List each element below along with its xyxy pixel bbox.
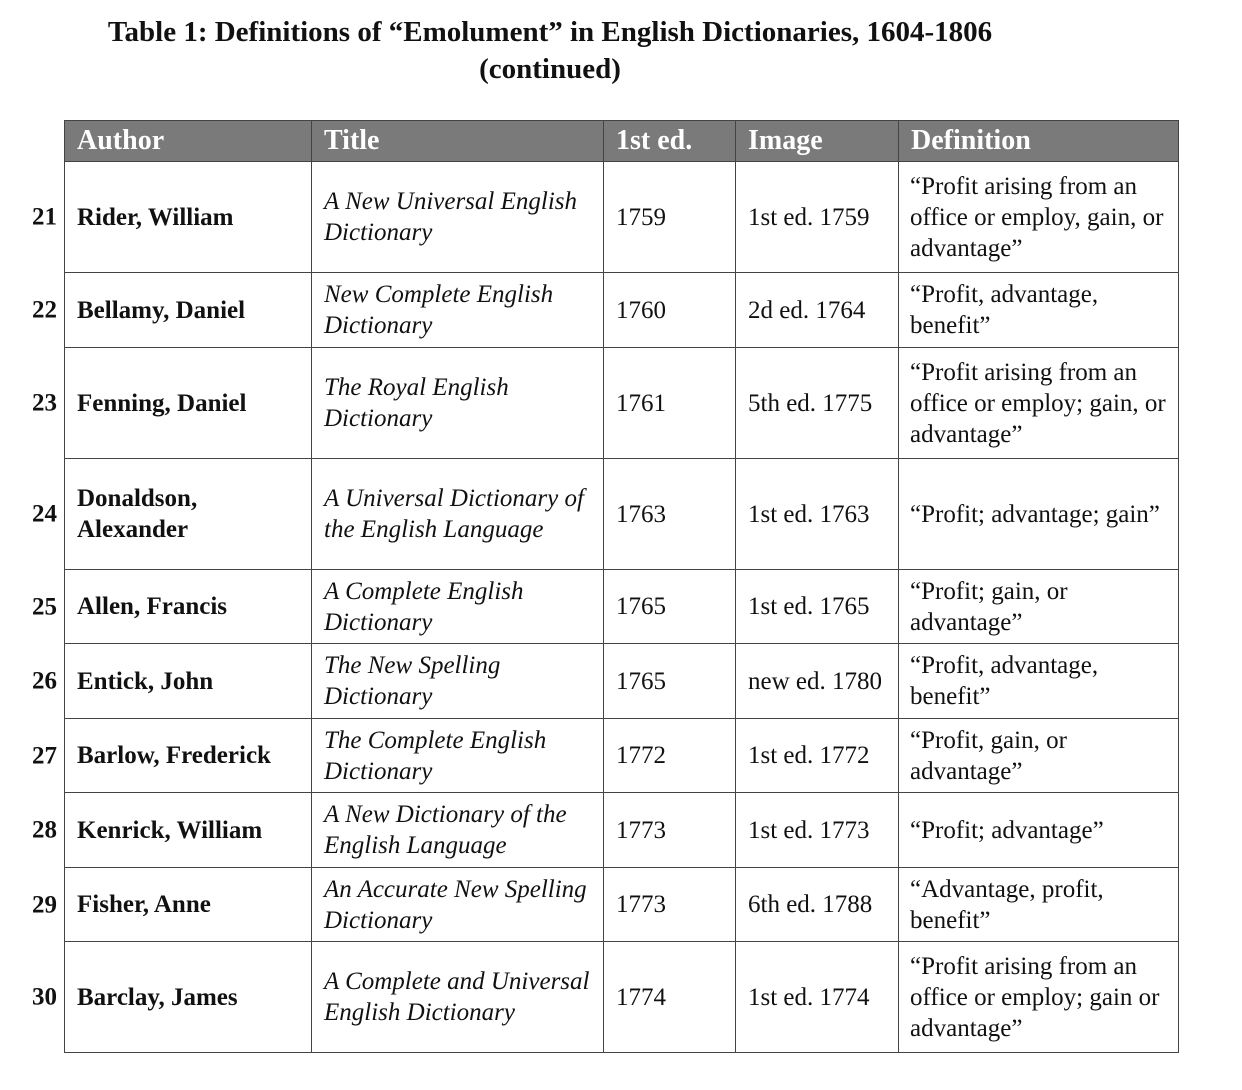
first-ed-cell (604, 868, 736, 942)
title-cell (312, 942, 604, 1053)
table-row (65, 793, 1179, 868)
first-ed-cell (604, 348, 736, 459)
title-cell (312, 162, 604, 273)
first-ed-cell-text: 1761 (616, 389, 666, 417)
col-header-image: Image (736, 121, 899, 162)
author-cell-text: Barlow, Frederick (77, 742, 271, 769)
author-cell (32, 459, 312, 570)
row-number: 29 (32, 891, 57, 918)
image-cell-text: new ed. 1780 (748, 667, 882, 695)
image-cell (736, 162, 899, 273)
author-cell (32, 348, 312, 459)
title-cell (312, 793, 604, 868)
col-header-author: Author (65, 121, 312, 162)
row-number: 24 (32, 500, 57, 528)
caption-line-1: Table 1: Definitions of “Emolument” in English Dictionaries, 1604-1806 (107, 16, 993, 48)
definition-cell-text: “Profit, advantage, benefit” (910, 281, 1099, 339)
image-cell (736, 868, 899, 942)
first-ed-cell-text: 1765 (616, 667, 666, 695)
image-cell (736, 793, 899, 868)
image-cell-text: 1st ed. 1772 (748, 742, 870, 769)
author-cell (32, 719, 312, 793)
title-cell-text: A Complete and Universal English Dictionary (324, 968, 590, 1026)
title-cell-text: A New Dictionary of the English Language (324, 801, 567, 859)
title-cell (312, 348, 604, 459)
first-ed-cell-text: 1772 (616, 742, 666, 769)
first-ed-cell-text: 1774 (616, 983, 666, 1011)
table-row (65, 719, 1179, 793)
definition-cell-text: “Profit arising from an office or employ; gain, or advantage” (910, 358, 1166, 448)
row-number: 25 (32, 593, 57, 620)
definition-cell-text: “Profit; gain, or advantage” (910, 577, 1068, 636)
image-cell (736, 348, 899, 459)
first-ed-cell (604, 459, 736, 570)
image-cell (736, 942, 899, 1053)
definition-cell-text: “Advantage, profit, benefit” (910, 875, 1104, 934)
definition-cell (899, 719, 1179, 793)
author-cell-text: Entick, John (77, 667, 214, 695)
row-number: 21 (32, 203, 57, 231)
definition-cell (899, 273, 1179, 348)
row-number: 26 (32, 667, 57, 695)
title-cell-text: A New Universal English Dictionary (324, 188, 578, 246)
title-cell-text: The New Spelling Dictionary (324, 652, 501, 710)
image-cell-text: 1st ed. 1765 (748, 593, 870, 620)
definition-cell-text: “Profit, advantage, benefit” (910, 652, 1099, 710)
header-row (65, 121, 1179, 162)
table-row (65, 273, 1179, 348)
image-cell (736, 719, 899, 793)
col-header-definition: Definition (899, 121, 1179, 162)
table-row (65, 459, 1179, 570)
title-cell-text: A Complete English Dictionary (324, 577, 524, 636)
first-ed-cell-text: 1773 (616, 891, 666, 918)
title-cell (312, 570, 604, 644)
image-cell-text: 2d ed. 1764 (748, 296, 866, 324)
first-ed-cell (604, 644, 736, 719)
definition-cell-text: “Profit; advantage” (910, 816, 1104, 844)
image-cell (736, 570, 899, 644)
table-row (65, 942, 1179, 1053)
image-cell-text: 1st ed. 1774 (748, 983, 870, 1011)
author-cell-text: Allen, Francis (77, 593, 227, 620)
author-cell (32, 942, 312, 1053)
row-number: 22 (32, 296, 57, 324)
author-cell (32, 644, 312, 719)
table-caption (0, 14, 1100, 88)
image-cell (736, 459, 899, 570)
title-cell-text: The Complete English Dictionary (324, 726, 547, 785)
first-ed-cell-text: 1765 (616, 593, 666, 620)
definition-cell (899, 459, 1179, 570)
first-ed-cell-text: 1759 (616, 203, 666, 231)
definition-cell (899, 570, 1179, 644)
row-number: 23 (32, 389, 57, 417)
author-cell (32, 570, 312, 644)
image-cell-text: 6th ed. 1788 (748, 891, 873, 918)
title-cell-text: An Accurate New Spelling Dictionary (324, 875, 587, 934)
definition-cell (899, 942, 1179, 1053)
table-row (65, 348, 1179, 459)
definition-cell (899, 868, 1179, 942)
dictionary-table (32, 120, 1179, 1053)
author-cell-text: Donaldson, Alexander (77, 485, 198, 543)
col-header-title: Title (312, 121, 604, 162)
row-number: 30 (32, 983, 57, 1011)
author-cell (32, 793, 312, 868)
image-cell-text: 1st ed. 1759 (748, 203, 870, 231)
author-cell-text: Fisher, Anne (77, 891, 211, 918)
first-ed-cell (604, 719, 736, 793)
title-cell (312, 719, 604, 793)
title-cell-text: The Royal English Dictionary (324, 374, 509, 432)
table-row (65, 868, 1179, 942)
definition-cell-text: “Profit, gain, or advantage” (910, 726, 1067, 785)
definition-cell-text: “Profit; advantage; gain” (910, 500, 1160, 528)
image-cell-text: 5th ed. 1775 (748, 389, 873, 417)
title-cell (312, 644, 604, 719)
image-cell-text: 1st ed. 1763 (748, 500, 870, 528)
image-cell (736, 644, 899, 719)
author-cell (32, 162, 312, 273)
title-cell (312, 868, 604, 942)
definition-cell-text: “Profit arising from an office or employ, gain, or advantage” (910, 172, 1164, 262)
author-cell-text: Barclay, James (77, 983, 238, 1011)
row-number: 27 (32, 742, 57, 769)
first-ed-cell (604, 162, 736, 273)
title-cell-text: A Universal Dictionary of the English Language (324, 485, 584, 543)
first-ed-cell (604, 570, 736, 644)
col-header-first-ed: 1st ed. (604, 121, 736, 162)
table-row (65, 162, 1179, 273)
first-ed-cell-text: 1773 (616, 816, 666, 844)
author-cell (32, 868, 312, 942)
author-cell (32, 273, 312, 348)
definition-cell (899, 793, 1179, 868)
image-cell-text: 1st ed. 1773 (748, 816, 870, 844)
first-ed-cell-text: 1763 (616, 500, 666, 528)
image-cell (736, 273, 899, 348)
definition-cell-text: “Profit arising from an office or employ; gain or advantage” (910, 952, 1160, 1042)
author-cell-text: Bellamy, Daniel (77, 296, 246, 324)
first-ed-cell-text: 1760 (616, 296, 666, 324)
table-row (65, 644, 1179, 719)
author-cell-text: Fenning, Daniel (77, 389, 247, 417)
definition-cell (899, 644, 1179, 719)
author-cell-text: Rider, William (77, 203, 234, 231)
definition-cell (899, 162, 1179, 273)
first-ed-cell (604, 793, 736, 868)
first-ed-cell (604, 942, 736, 1053)
title-cell (312, 273, 604, 348)
table-row (65, 570, 1179, 644)
row-number: 28 (32, 816, 57, 844)
author-cell-text: Kenrick, William (77, 816, 263, 844)
title-cell (312, 459, 604, 570)
first-ed-cell (604, 273, 736, 348)
title-cell-text: New Complete English Dictionary (324, 281, 554, 339)
definition-cell (899, 348, 1179, 459)
caption-line-2: (continued) (479, 53, 621, 85)
